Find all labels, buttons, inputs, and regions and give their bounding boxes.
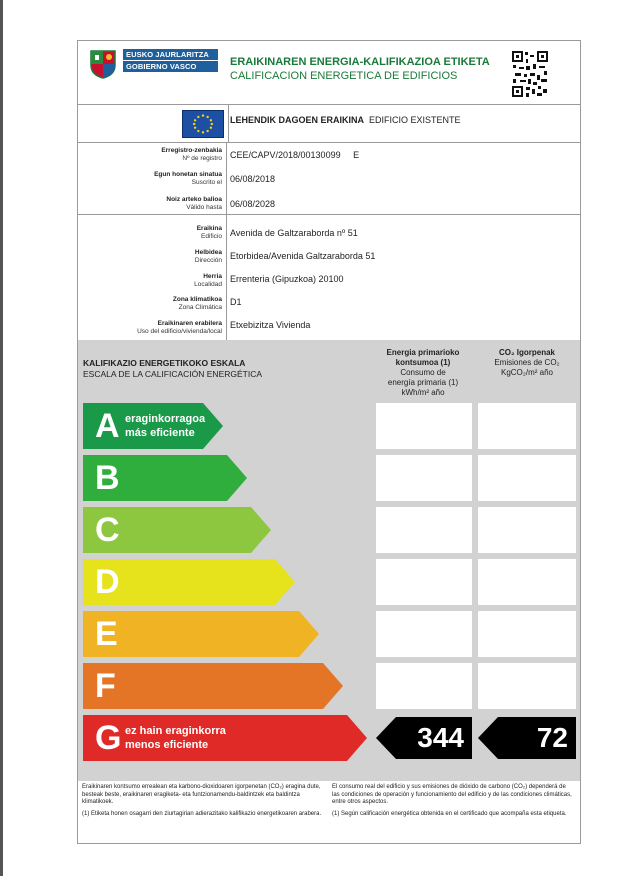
class-arrow-g (83, 715, 367, 761)
footnote-text: (1) Según calificación energética obtenida en el certificado que acompaña esta etiqueta. (332, 810, 567, 817)
building-type-es: EDIFICIO EXISTENTE (369, 115, 461, 125)
label-header (78, 41, 580, 105)
header-line: Consumo de (400, 368, 446, 377)
coat-of-arms-icon (88, 49, 118, 79)
class-label: eraginkorragoa (125, 413, 206, 425)
field-label-eu: Helbidea (194, 249, 222, 256)
footnotes-eu (82, 784, 322, 822)
field-label-es: Suscrito el (191, 179, 222, 186)
footnote-text: El consumo real del edificio y sus emisiones de dióxido de carbono (CO₂) dependerá de las condiciones de operación y funcionamiento del edificio y de las condiciones climáticas, entre otros aspectos. (332, 784, 572, 805)
field-label-eu: Herria (203, 273, 222, 280)
page-edge (0, 0, 3, 876)
header-line: energía primaria (1) (387, 378, 459, 387)
locality: Errenteria (Gipuzkoa) 20100 (230, 274, 344, 284)
field-label-eu: Egun honetan sinatua (154, 171, 222, 178)
label-title-es: CALIFICACION ENERGETICA DE EDIFICIOS (230, 70, 458, 82)
header-line: Energia primarioko (386, 348, 460, 357)
field-label-es: Dirección (194, 257, 222, 264)
field-label-eu: Noiz arteko balioa (166, 196, 222, 203)
header-line: Emisiones de CO₂ (494, 358, 560, 367)
building-name: Avenida de Galtzaraborda nº 51 (230, 228, 358, 238)
building-type-row (78, 105, 580, 143)
divider (226, 143, 227, 215)
co2-cell (478, 559, 576, 605)
field-label-es: Uso del edificio/vivienda/local (137, 328, 222, 335)
class-label: menos eficiente (125, 739, 209, 751)
footnotes-es (332, 784, 572, 822)
valid-until-date: 06/08/2028 (230, 199, 276, 209)
field-label-es: Válido hasta (186, 204, 222, 211)
footnotes (77, 780, 581, 844)
header-line: KgCO₂/m² año (500, 368, 553, 377)
footnote-text: Eraikinaren kontsumo errealean eta karbono-dioxidoaren igorpenetan (CO₂) eragina dute, besteak beste, eraikinaren eragiketa- eta funtzionamendu-baldintzek eta baldintza klimatikoek. (82, 784, 321, 805)
co2-cell (478, 715, 576, 761)
field-label-eu: Eraikinaren erabilera (157, 320, 222, 327)
class-letter: D (95, 563, 120, 601)
climate-zone: D1 (230, 297, 242, 307)
field-label-es: Edificio (201, 233, 222, 240)
primary-energy-cell (376, 455, 472, 501)
primary-energy-cell (376, 403, 472, 449)
field-label-eu: Zona klimatikoa (172, 296, 222, 303)
scale-title-es: ESCALA DE LA CALIFICACIÓN ENERGÉTICA (83, 369, 263, 379)
qr-code-icon (511, 49, 549, 99)
primary-energy-cell (376, 663, 472, 709)
class-letter: B (95, 459, 120, 497)
org-name-es: GOBIERNO VASCO (123, 61, 218, 72)
label-title-eu: ERAIKINAREN ENERGIA-KALIFIKAZIOA ETIKETA (230, 56, 490, 68)
primary-energy-header (373, 348, 473, 398)
class-letter: A (95, 407, 120, 445)
class-label: más eficiente (125, 427, 195, 439)
header-line: CO₂ Igorpenak (498, 348, 555, 357)
address: Etorbidea/Avenida Galtzaraborda 51 (230, 251, 376, 261)
class-letter: C (95, 511, 120, 549)
registry-number: CEE/CAPV/2018/00130099 (230, 150, 341, 160)
primary-energy-value: 344 (417, 722, 464, 753)
scale-title-eu: KALIFIKAZIO ENERGETIKOKO ESKALA (83, 358, 246, 368)
eu-flag-icon (182, 110, 224, 138)
building-type (230, 115, 461, 125)
class-letter: G (95, 719, 122, 757)
co2-cell (478, 403, 576, 449)
primary-energy-cell (376, 559, 472, 605)
class-arrow-e (83, 611, 319, 657)
co2-cell (478, 611, 576, 657)
org-name-eu: EUSKO JAURLARITZA (123, 49, 218, 60)
class-label: ez hain eraginkorra (125, 725, 226, 737)
co2-header (476, 348, 578, 378)
class-letter: F (95, 667, 116, 705)
primary-energy-cell (376, 611, 472, 657)
header-line: kWh/m² año (401, 388, 445, 397)
energy-scale (78, 340, 580, 781)
building-section (78, 215, 580, 340)
field-label-es: Nº de registro (182, 155, 222, 162)
co2-cell (478, 507, 576, 553)
co2-cell (478, 455, 576, 501)
header-line: kontsumoa (1) (395, 358, 451, 367)
signed-date: 06/08/2018 (230, 174, 276, 184)
building-use: Etxebizitza Vivienda (230, 320, 311, 330)
energy-label (77, 40, 581, 780)
co2-cell (478, 663, 576, 709)
footnote-text: (1) Etiketa honen osagarri den ziurtagirian adierazitako kalifikazio energetikoaren arabera. (82, 810, 322, 817)
class-arrow-f (83, 663, 343, 709)
primary-energy-cell (376, 715, 472, 761)
primary-energy-cell (376, 507, 472, 553)
building-type-eu: LEHENDIK DAGOEN ERAIKINA (230, 115, 365, 125)
co2-value: 72 (536, 722, 568, 753)
field-label-es: Zona Climática (178, 304, 222, 311)
field-label-es: Localidad (194, 281, 222, 288)
divider (226, 215, 227, 340)
class-letter: E (95, 615, 118, 653)
field-label-eu: Erregistro-zenbakia (161, 147, 222, 154)
registry-suffix: E (353, 150, 360, 160)
basque-government-logo (88, 49, 216, 77)
registry-section (78, 143, 580, 215)
divider (228, 105, 229, 143)
field-label-eu: Eraikina (196, 225, 222, 232)
